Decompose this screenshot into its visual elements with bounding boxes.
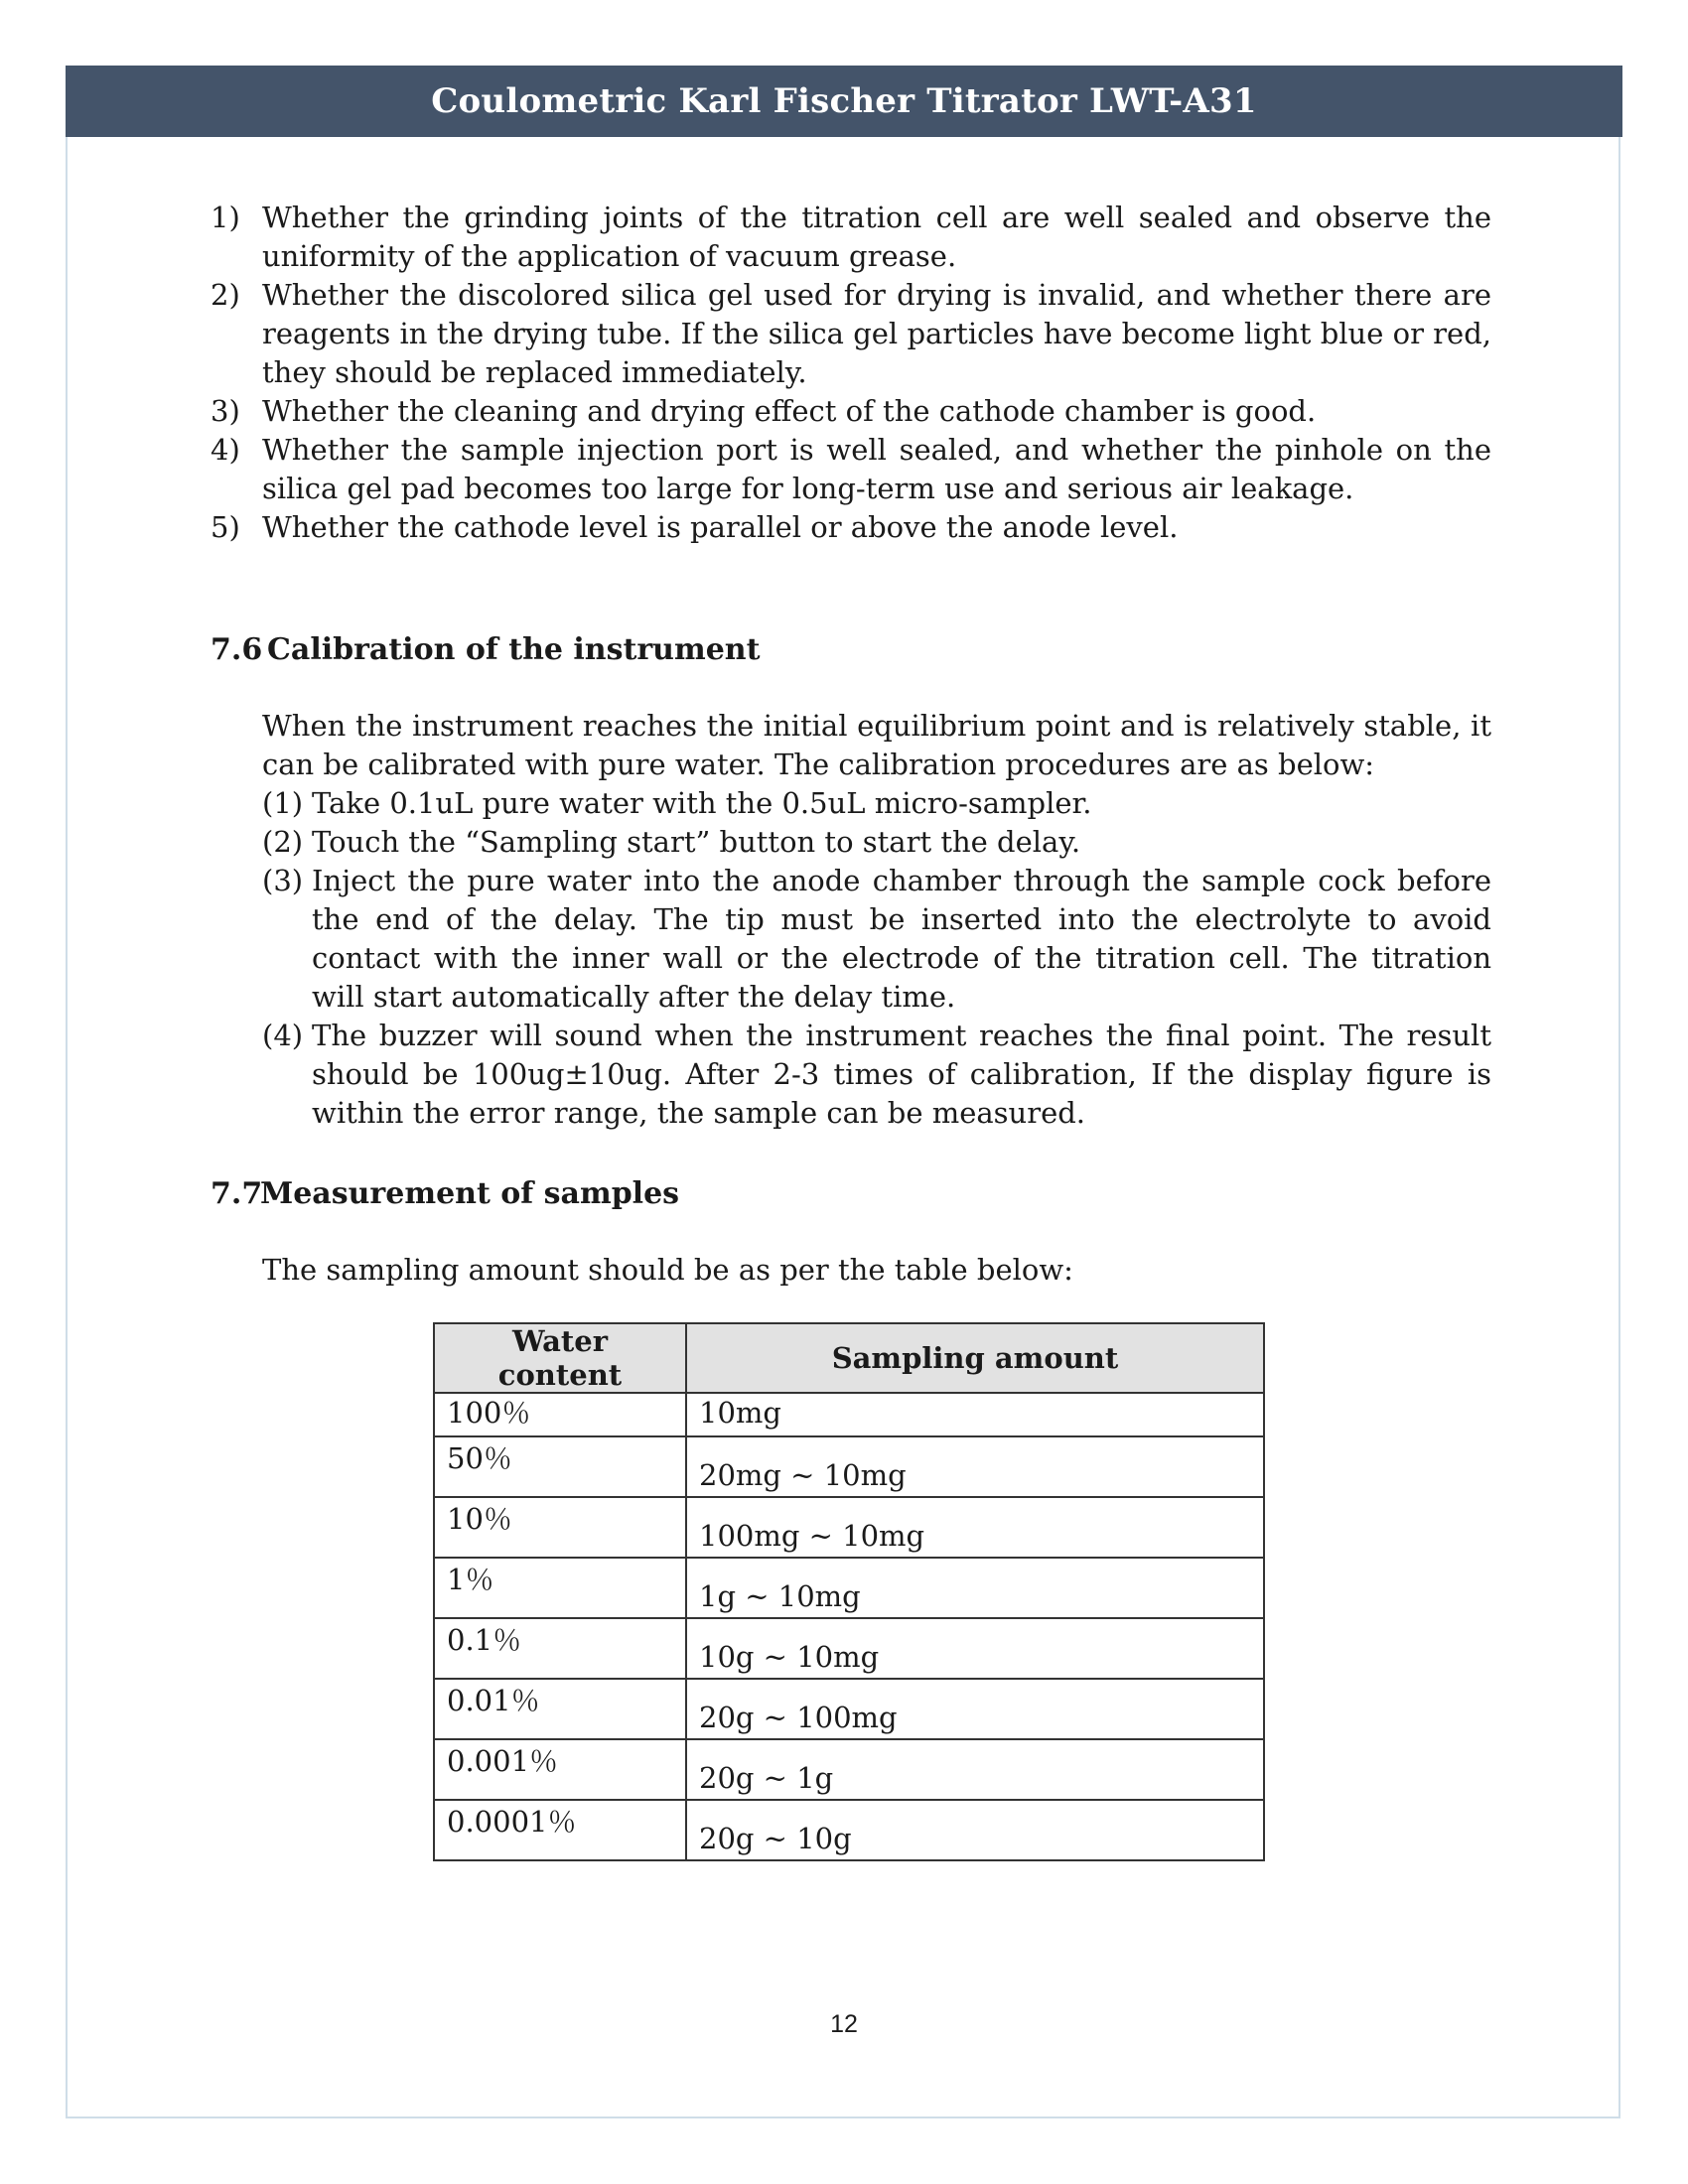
step-number: (3)	[262, 864, 304, 897]
checklist-item-number: 3)	[211, 394, 240, 428]
step-number: (2)	[262, 825, 304, 859]
checklist-item	[211, 508, 1491, 547]
page-number: 12	[830, 2010, 858, 2038]
step-text: Touch the “Sampling start” button to start the delay.	[312, 825, 1081, 859]
checklist-item-number: 1)	[211, 201, 240, 234]
section-title: Measurement of samples	[260, 1176, 680, 1211]
checklist-item	[211, 276, 1491, 392]
table-row	[434, 1393, 1264, 1436]
step-text: The buzzer will sound when the instrument reaches the final point. The result should be 100ug±10ug. After 2-3 times of calibration, If the display figure is within the error range, the sample can be measured.	[312, 1019, 1491, 1130]
column-header: Water content	[434, 1323, 686, 1393]
water-content-cell: 50％	[434, 1436, 686, 1497]
step-text: Take 0.1uL pure water with the 0.5uL micro-sampler.	[312, 786, 1092, 820]
section-number: 7.6	[211, 632, 263, 667]
checklist-item-text: Whether the grinding joints of the titration cell are well sealed and observe the uniformity of the application of vacuum grease.	[262, 201, 1491, 273]
table-row	[434, 1739, 1264, 1800]
checklist-item-number: 5)	[211, 510, 240, 544]
section-heading-calibration	[211, 630, 1491, 670]
step-text: Inject the pure water into the anode chamber through the sample cock before the end of the delay. The tip must be inserted into the electrolyte to avoid contact with the inner wall or the electrode of the titration cell. The titration will start automatically after the delay time.	[312, 864, 1491, 1014]
water-content-cell: 100％	[434, 1393, 686, 1436]
section-title: Calibration of the instrument	[267, 632, 761, 667]
calibration-step	[262, 784, 1491, 823]
checklist-item-number: 4)	[211, 433, 240, 467]
checklist-item-text: Whether the sample injection port is well sealed, and whether the pinhole on the silica gel pad becomes too large for long-term use and serious air leakage.	[262, 433, 1491, 505]
sampling-amount-cell: 10mg	[686, 1393, 1264, 1436]
calibration-step	[262, 1017, 1491, 1133]
calibration-step	[262, 862, 1491, 1017]
sampling-amount-cell: 20g ~ 100mg	[686, 1679, 1264, 1739]
checklist-item-number: 2)	[211, 278, 240, 312]
sampling-amount-cell: 20mg ~ 10mg	[686, 1436, 1264, 1497]
sampling-amount-cell: 20g ~ 10g	[686, 1800, 1264, 1860]
document-title: Coulometric Karl Fischer Titrator LWT-A31	[431, 81, 1257, 121]
table-row	[434, 1497, 1264, 1558]
page-content	[211, 199, 1491, 1861]
water-content-cell: 0.01％	[434, 1679, 686, 1739]
sampling-amount-cell: 100mg ~ 10mg	[686, 1497, 1264, 1558]
water-content-cell: 0.1％	[434, 1618, 686, 1679]
table-row	[434, 1800, 1264, 1860]
table-row	[434, 1558, 1264, 1618]
water-content-cell: 1％	[434, 1558, 686, 1618]
table-row	[434, 1618, 1264, 1679]
calibration-steps	[262, 784, 1491, 1133]
sampling-table	[433, 1322, 1265, 1861]
checklist-item-text: Whether the discolored silica gel used for drying is invalid, and whether there are reagents in the drying tube. If the silica gel particles have become light blue or red, they should be replaced immediately.	[262, 278, 1491, 389]
step-number: (4)	[262, 1019, 304, 1052]
page-header	[66, 66, 1622, 137]
column-header: Sampling amount	[686, 1323, 1264, 1393]
table-header-row	[434, 1323, 1264, 1393]
checklist-item	[211, 199, 1491, 276]
checklist-item	[211, 431, 1491, 508]
section-heading-measurement	[211, 1174, 1491, 1214]
checklist-item-text: Whether the cathode level is parallel or above the anode level.	[262, 510, 1179, 544]
checklist	[211, 199, 1491, 547]
sampling-amount-cell: 20g ~ 1g	[686, 1739, 1264, 1800]
table-row	[434, 1436, 1264, 1497]
water-content-cell: 10％	[434, 1497, 686, 1558]
sampling-amount-cell: 10g ~ 10mg	[686, 1618, 1264, 1679]
sampling-amount-cell: 1g ~ 10mg	[686, 1558, 1264, 1618]
calibration-intro: When the instrument reaches the initial equilibrium point and is relatively stable, it can be calibrated with pure water. The calibration procedures are as below:	[262, 709, 1491, 781]
table-row	[434, 1679, 1264, 1739]
step-number: (1)	[262, 786, 304, 820]
water-content-cell: 0.001％	[434, 1739, 686, 1800]
calibration-step	[262, 823, 1491, 862]
measurement-intro: The sampling amount should be as per the table below:	[262, 1253, 1073, 1287]
water-content-cell: 0.0001％	[434, 1800, 686, 1860]
section-number: 7.7	[211, 1176, 263, 1211]
checklist-item-text: Whether the cleaning and drying effect of the cathode chamber is good.	[262, 394, 1317, 428]
checklist-item	[211, 392, 1491, 431]
